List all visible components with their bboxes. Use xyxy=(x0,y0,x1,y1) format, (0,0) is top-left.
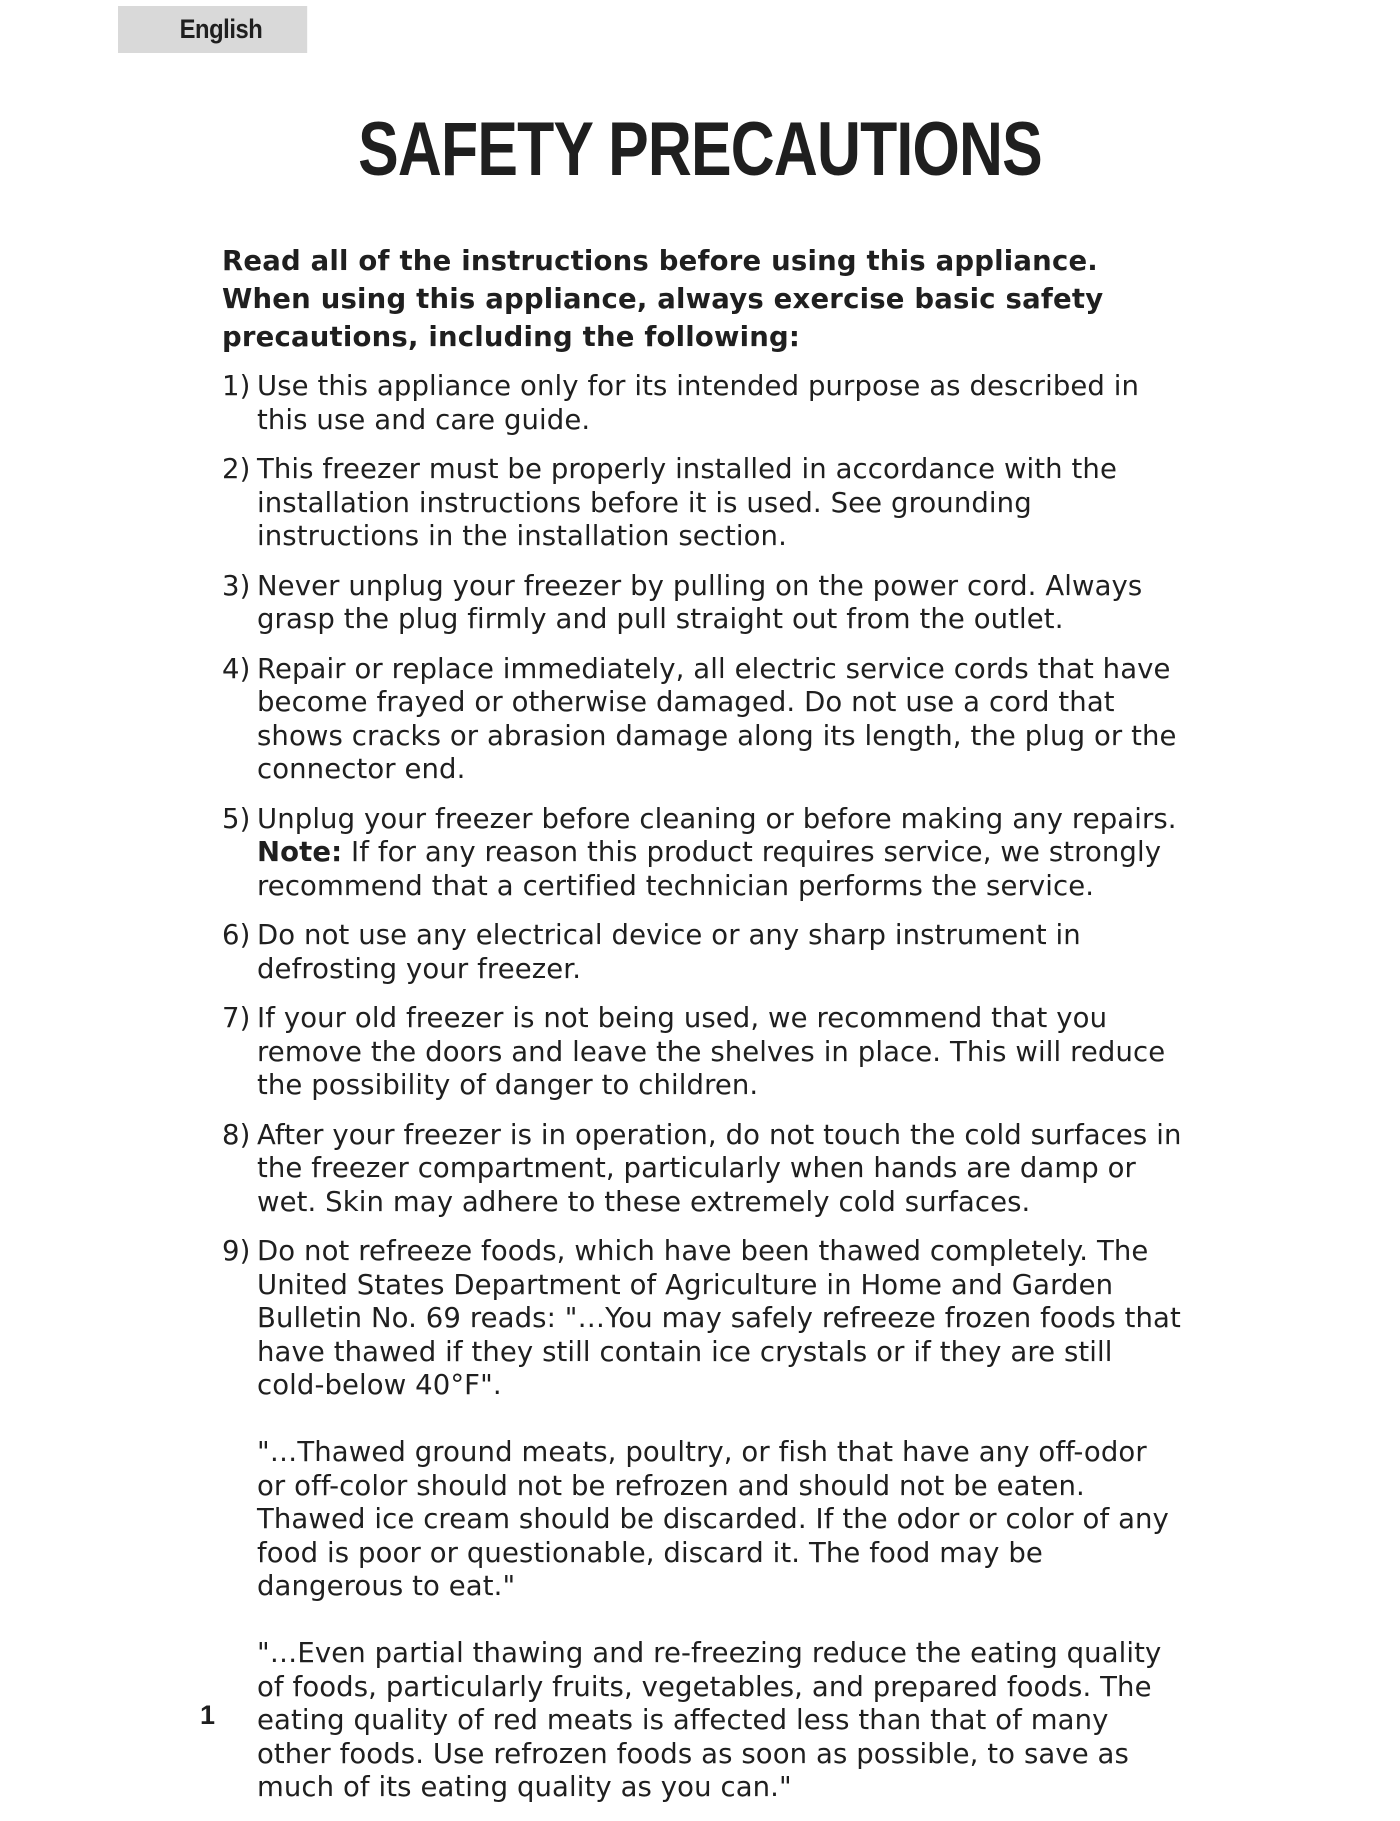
list-item xyxy=(222,919,1182,986)
list-item xyxy=(222,803,1182,904)
list-item xyxy=(222,1235,1182,1805)
item-number: 4) xyxy=(222,652,251,685)
item-text: Do not use any electrical device or any sharp instrument in defrosting your freezer. xyxy=(257,919,1081,985)
item-text: Use this appliance only for its intended purpose as described in this use and care guide. xyxy=(257,370,1140,436)
list-item xyxy=(222,1119,1182,1220)
item-number: 8) xyxy=(222,1118,251,1151)
note-label: Note: xyxy=(257,836,343,868)
item-number: 2) xyxy=(222,453,251,485)
item-number: 3) xyxy=(222,569,251,602)
item-text: If your old freezer is not being used, we recommend that you remove the doors and leave the shelves in place. This will reduce the possibility of danger to children. xyxy=(257,1002,1166,1101)
item-paragraph: Do not refreeze foods, which have been thawed completely. The United States Department of Agriculture in Home and Garden Bulletin No. 69 reads: "…You may safely refreeze frozen foods that have thawed if they still contain ice crystals or if they are still cold-below 40°F". xyxy=(257,1235,1181,1401)
list-item xyxy=(222,653,1182,787)
language-tab: English xyxy=(118,6,307,53)
item-number: 6) xyxy=(222,919,251,951)
item-text: After your freezer is in operation, do not touch the cold surfaces in the freezer compartment, particularly when hands are damp or wet. Skin may adhere to these extremely cold surfaces. xyxy=(257,1118,1182,1218)
page-number: 1 xyxy=(200,1700,216,1730)
item-paragraph: "…Even partial thawing and re-freezing reduce the eating quality of foods, particularly fruits, vegetables, and prepared foods. The eating quality of red meats is affected less than that of many other foods. Use refrozen foods as soon as possible, to save as much of its eating quality as you can." xyxy=(257,1637,1162,1803)
item-paragraph: "…Thawed ground meats, poultry, or fish that have any off-odor or off-color should not be refrozen and should not be eaten. Thawed ice cream should be discarded. If the odor or color of any food is poor or questionable, discard it. The food may be dangerous to eat." xyxy=(257,1436,1169,1602)
item-number: 7) xyxy=(222,1002,251,1034)
precautions-list xyxy=(222,370,1182,1805)
page-title: SAFETY PRECAUTIONS xyxy=(358,107,1042,192)
item-text: This freezer must be properly installed in accordance with the installation instructions before it is used. See grounding instructions in the installation section. xyxy=(257,453,1117,552)
item-number: 5) xyxy=(222,802,251,835)
list-item xyxy=(222,370,1182,437)
list-item xyxy=(222,570,1182,637)
safety-content xyxy=(222,242,1182,1821)
intro-text: Read all of the instructions before using this appliance. When using this appliance, always exercise basic safety precautions, including the following: xyxy=(222,245,1104,353)
item-text: Unplug your freezer before cleaning or before making any repairs. xyxy=(257,802,1177,835)
item-text: Never unplug your freezer by pulling on the power cord. Always grasp the plug firmly and pull straight out from the outlet. xyxy=(257,569,1143,635)
item-number: 9) xyxy=(222,1235,251,1267)
list-item xyxy=(222,1002,1182,1103)
item-number: 1) xyxy=(222,370,251,402)
note-text: If for any reason this product requires service, we strongly recommend that a certified technician performs the service. xyxy=(257,836,1162,902)
item-text: Repair or replace immediately, all electric service cords that have become frayed or otherwise damaged. Do not use a cord that shows cracks or abrasion damage along its length, the plug or the connector end. xyxy=(257,652,1177,785)
list-item xyxy=(222,453,1182,554)
